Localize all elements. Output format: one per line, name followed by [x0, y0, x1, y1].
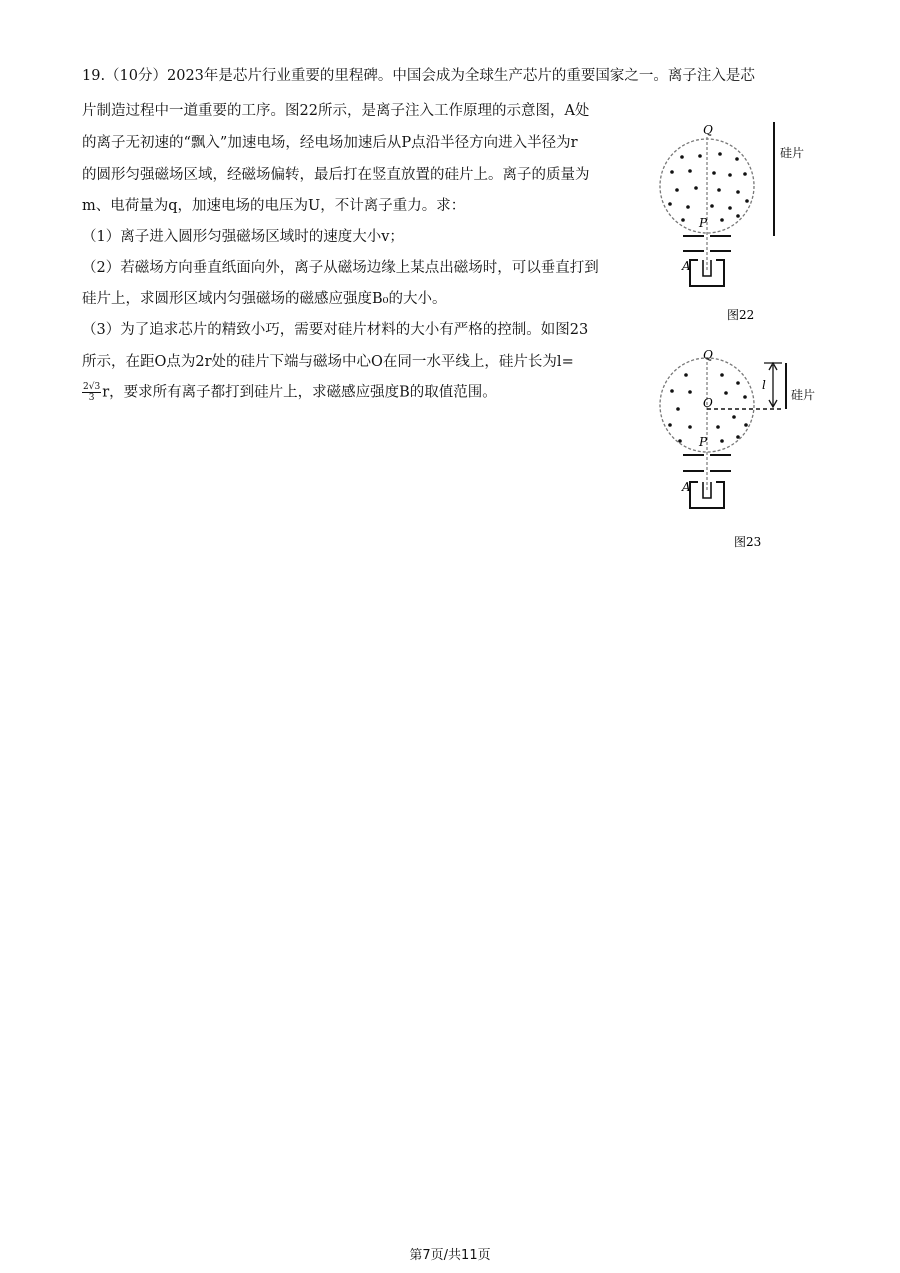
- label-wafer: 硅片: [791, 388, 816, 402]
- question-line-1: 19.（10分）2023年是芯片行业重要的里程碑。中国会成为全球生产芯片的重要国家之一。离子注入是芯: [82, 68, 755, 84]
- page-number: 第7页/共11页: [409, 1248, 491, 1263]
- figure-23: [650, 345, 830, 555]
- question-line-5: m、电荷量为q，加速电场的电压为U，不计离子重力。求：: [82, 198, 466, 214]
- figure-23-caption: 图23: [734, 535, 762, 549]
- label-l: l: [762, 378, 766, 392]
- label-wafer: 硅片: [780, 146, 805, 160]
- label-p: P: [699, 435, 708, 449]
- part-3-line-3: [82, 382, 497, 403]
- question-line-4: 的圆形匀强磁场区域，经磁场偏转，最后打在竖直放置的硅片上。离子的质量为: [82, 167, 590, 183]
- part-3-line-2: 所示，在距O点为2r处的硅片下端与磁场中心O在同一水平线上，硅片长为l=: [82, 354, 574, 370]
- fraction-numerator: 2√3: [83, 382, 101, 392]
- fraction-denominator: 3: [88, 393, 95, 403]
- part-2-line-2: 硅片上，求圆形区域内匀强磁场的磁感应强度B₀的大小。: [82, 291, 447, 307]
- question-line-2: 片制造过程中一道重要的工序。图22所示，是离子注入工作原理的示意图，A处: [82, 103, 590, 119]
- length-dimension-arrow: [764, 363, 782, 407]
- label-p: P: [699, 216, 708, 230]
- field-dots: [668, 152, 749, 222]
- question-line-3: 的离子无初速的“飘入”加速电场，经电场加速后从P点沿半径方向进入半径为r: [82, 135, 578, 151]
- label-a: A: [682, 480, 691, 494]
- wafer-length-fraction: [82, 382, 101, 403]
- label-a: A: [682, 259, 691, 273]
- part-1-line: （1）离子进入圆形匀强磁场区域时的速度大小v；: [82, 229, 404, 245]
- label-o: O: [703, 396, 713, 410]
- label-q: Q: [703, 348, 713, 362]
- part-3-line-3-text: r，要求所有离子都打到硅片上，求磁感应强度B的取值范围。: [102, 384, 497, 401]
- ion-source: [690, 482, 724, 508]
- figure-22: [650, 112, 830, 327]
- label-q: Q: [703, 123, 713, 137]
- part-3-line-1: （3）为了追求芯片的精致小巧，需要对硅片材料的大小有严格的控制。如图23: [82, 322, 589, 338]
- part-2-line-1: （2）若磁场方向垂直纸面向外，离子从磁场边缘上某点出磁场时，可以垂直打到: [82, 260, 599, 276]
- figure-22-caption: 图22: [727, 308, 755, 322]
